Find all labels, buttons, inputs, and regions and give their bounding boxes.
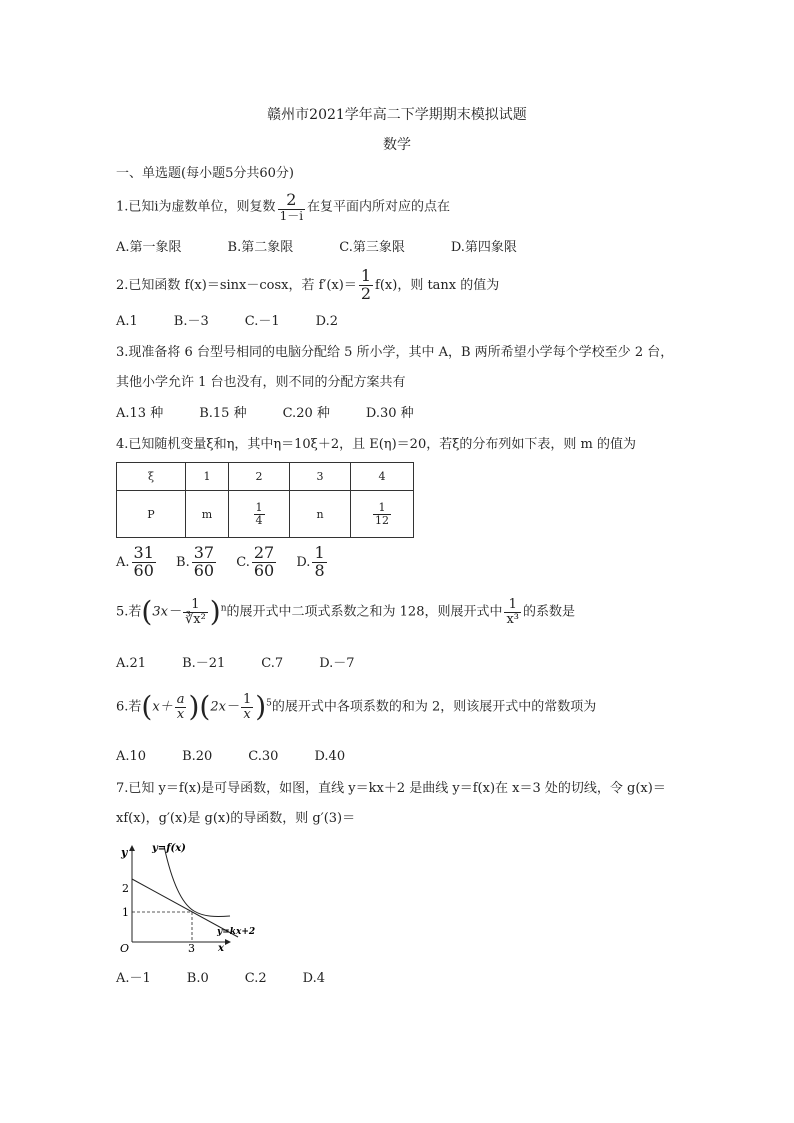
question-5-options bbox=[116, 655, 391, 673]
q1-option-d[interactable]: D.第四象限 bbox=[450, 240, 517, 255]
table-cell-twelfth bbox=[351, 491, 414, 538]
q3-option-b[interactable]: B.15 种 bbox=[199, 406, 247, 421]
q4-option-d-label: D. bbox=[296, 554, 311, 570]
table-header-2: 2 bbox=[229, 463, 290, 491]
table-header-xi: ξ bbox=[117, 463, 186, 491]
q4-option-b-num: 37 bbox=[193, 543, 215, 562]
q1-frac-num: 2 bbox=[278, 192, 305, 210]
q6-frac-a-num: a bbox=[176, 692, 185, 707]
q4-option-b-label: B. bbox=[176, 554, 190, 570]
question-1-stem bbox=[116, 192, 450, 222]
graph-curve-f bbox=[164, 846, 230, 916]
q7-option-b[interactable]: B.0 bbox=[186, 971, 209, 986]
question-4-options bbox=[116, 545, 329, 580]
exam-subject: 数学 bbox=[383, 137, 411, 153]
exam-title: 赣州市2021学年高二下学期期末模拟试题 bbox=[267, 107, 527, 123]
q6-paren-2-open: ( bbox=[199, 690, 211, 724]
table-prob-row bbox=[117, 491, 414, 538]
q4-option-a-den: 60 bbox=[133, 560, 154, 580]
q4-option-a-num: 31 bbox=[133, 543, 154, 562]
q2-option-b[interactable]: B.－3 bbox=[173, 314, 209, 329]
q1-post: 在复平面内所对应的点在 bbox=[307, 199, 451, 215]
q6-pre: 6.若 bbox=[116, 699, 142, 715]
q6-expr-b: 2x－ bbox=[210, 699, 239, 715]
q2-frac-num: 1 bbox=[360, 266, 372, 285]
q3-option-d[interactable]: D.30 种 bbox=[365, 406, 414, 421]
q6-paren-1-open: ( bbox=[141, 690, 153, 724]
q1-fraction bbox=[278, 192, 305, 222]
question-5-stem bbox=[116, 595, 576, 629]
question-7-line-2: xf(x)，g′(x)是 g(x)的导函数，则 g′(3)＝ bbox=[116, 811, 356, 826]
table-frac-num-1: 1 bbox=[255, 500, 263, 514]
q5-option-d[interactable]: D.－7 bbox=[319, 656, 355, 671]
q6-option-d[interactable]: D.40 bbox=[314, 749, 346, 764]
question-6-options bbox=[116, 748, 381, 766]
question-3-options bbox=[116, 405, 450, 423]
q5-expr: 3x－ bbox=[152, 604, 181, 620]
table-frac-den-2: 12 bbox=[375, 513, 389, 527]
question-1-options bbox=[116, 239, 563, 257]
q5-option-c[interactable]: C.7 bbox=[261, 656, 284, 671]
graph-tick-3: 3 bbox=[188, 942, 195, 955]
question-7-options bbox=[116, 970, 361, 988]
table-cell-n: n bbox=[290, 491, 351, 538]
graph-tick-1: 1 bbox=[122, 906, 129, 919]
q3-option-c[interactable]: C.20 种 bbox=[282, 406, 330, 421]
table-header-3: 3 bbox=[290, 463, 351, 491]
graph-x-label: x bbox=[218, 943, 224, 954]
q4-option-d[interactable] bbox=[296, 543, 328, 580]
q4-option-d-den: 8 bbox=[314, 560, 325, 580]
q4-option-a[interactable] bbox=[116, 543, 158, 580]
q5-pre: 5.若 bbox=[116, 604, 142, 620]
q6-fraction-b bbox=[241, 693, 253, 721]
question-4-stem: 4.已知随机变量ξ和η，其中η＝10ξ＋2，且 E(η)＝20，若ξ的分布列如下表，则 m 的值为 bbox=[116, 437, 636, 452]
q6-expr-a: x＋ bbox=[152, 699, 173, 715]
q1-option-b[interactable]: B.第二象限 bbox=[227, 240, 294, 255]
q7-option-d[interactable]: D.4 bbox=[302, 971, 326, 986]
q6-paren-1-close: ) bbox=[188, 690, 200, 724]
q2-fraction bbox=[359, 268, 373, 303]
q4-option-b-den: 60 bbox=[193, 560, 215, 580]
question-6-stem bbox=[116, 690, 597, 724]
q5-post: 的系数是 bbox=[523, 604, 576, 620]
q1-option-a[interactable]: A.第一象限 bbox=[116, 240, 182, 255]
q6-fraction-a bbox=[175, 693, 187, 721]
q5-fraction bbox=[183, 598, 208, 626]
q5-frac2-den: x³ bbox=[506, 611, 520, 627]
q6-frac-a-den: x bbox=[176, 706, 185, 722]
tangent-graph bbox=[112, 838, 282, 958]
graph-curve-label: y=f(x) bbox=[152, 843, 186, 854]
q2-option-c[interactable]: C.－1 bbox=[244, 314, 280, 329]
q7-option-a[interactable]: A.－1 bbox=[116, 971, 151, 986]
q5-frac-den: ∛x² bbox=[184, 611, 206, 627]
q1-option-c[interactable]: C.第三象限 bbox=[339, 240, 405, 255]
question-3-line-1: 3.现准备将 6 台型号相同的电脑分配给 5 所小学，其中 A，B 两所希望小学每个学校至少 2 台， bbox=[116, 345, 674, 360]
table-label-p: P bbox=[117, 491, 186, 538]
q4-option-c-den: 60 bbox=[253, 560, 275, 580]
question-3-line-2: 其他小学允许 1 台也没有，则不同的分配方案共有 bbox=[116, 375, 406, 390]
q5-frac-num: 1 bbox=[183, 598, 208, 613]
q4-option-c-label: C. bbox=[236, 554, 250, 570]
table-frac-den-1: 4 bbox=[255, 513, 263, 527]
q6-frac-b-num: 1 bbox=[242, 692, 252, 707]
q6-option-b[interactable]: B.20 bbox=[182, 749, 213, 764]
q2-post: f(x)，则 tanx 的值为 bbox=[375, 277, 500, 293]
q2-pre: 2.已知函数 f(x)＝sinx－cosx，若 f′(x)＝ bbox=[116, 277, 357, 293]
table-cell-m: m bbox=[186, 491, 229, 538]
q6-option-c[interactable]: C.30 bbox=[248, 749, 279, 764]
q2-frac-den: 2 bbox=[360, 283, 372, 303]
q7-option-c[interactable]: C.2 bbox=[244, 971, 267, 986]
distribution-table bbox=[116, 462, 414, 538]
q4-option-b[interactable] bbox=[176, 543, 218, 580]
q5-paren-close: ) bbox=[209, 595, 221, 629]
table-header-1: 1 bbox=[186, 463, 229, 491]
q4-option-c-num: 27 bbox=[253, 543, 275, 562]
graph-y-label: y bbox=[121, 846, 128, 859]
q6-frac-b-den: x bbox=[243, 706, 251, 722]
q5-option-a[interactable]: A.21 bbox=[116, 656, 147, 671]
graph-line-label: y=kx+2 bbox=[217, 927, 256, 937]
question-7-line-1: 7.已知 y＝f(x)是可导函数，如图，直线 y＝kx＋2 是曲线 y＝f(x)在 x＝3 处的切线，令 g(x)＝ bbox=[116, 781, 666, 796]
question-2-options bbox=[116, 313, 374, 331]
q3-option-a[interactable]: A.13 种 bbox=[116, 406, 164, 421]
graph-tick-2: 2 bbox=[122, 882, 129, 895]
q4-option-c[interactable] bbox=[236, 543, 278, 580]
q4-option-d-num: 1 bbox=[314, 543, 325, 562]
q6-paren-2-close: ) bbox=[255, 690, 267, 724]
q2-option-a[interactable]: A.1 bbox=[116, 314, 138, 329]
q5-mid: 的展开式中二项式系数之和为 128，则展开式中 bbox=[226, 604, 503, 620]
section-heading: 一、单选题(每小题5分共60分) bbox=[116, 166, 294, 181]
table-frac-num-2: 1 bbox=[373, 502, 391, 515]
q5-option-b[interactable]: B.－21 bbox=[182, 656, 226, 671]
table-header-row bbox=[117, 463, 414, 491]
q6-option-a[interactable]: A.10 bbox=[116, 749, 147, 764]
q1-frac-den: 1－i bbox=[279, 208, 304, 223]
table-cell-quarter bbox=[229, 491, 290, 538]
q5-exponent: n bbox=[220, 603, 227, 614]
q6-post: 的展开式中各项系数的和为 2，则该展开式中的常数项为 bbox=[271, 699, 597, 715]
q6-exponent: 5 bbox=[266, 698, 272, 709]
q1-pre: 1.已知i为虚数单位，则复数 bbox=[116, 199, 276, 215]
table-header-4: 4 bbox=[351, 463, 414, 491]
q5-paren-open: ( bbox=[141, 595, 153, 629]
q2-option-d[interactable]: D.2 bbox=[315, 314, 339, 329]
graph-origin: O bbox=[120, 942, 130, 955]
q5-fraction-2 bbox=[504, 598, 521, 626]
q4-option-a-label: A. bbox=[116, 554, 130, 570]
question-2-stem bbox=[116, 268, 499, 303]
q5-frac2-num: 1 bbox=[504, 598, 521, 613]
